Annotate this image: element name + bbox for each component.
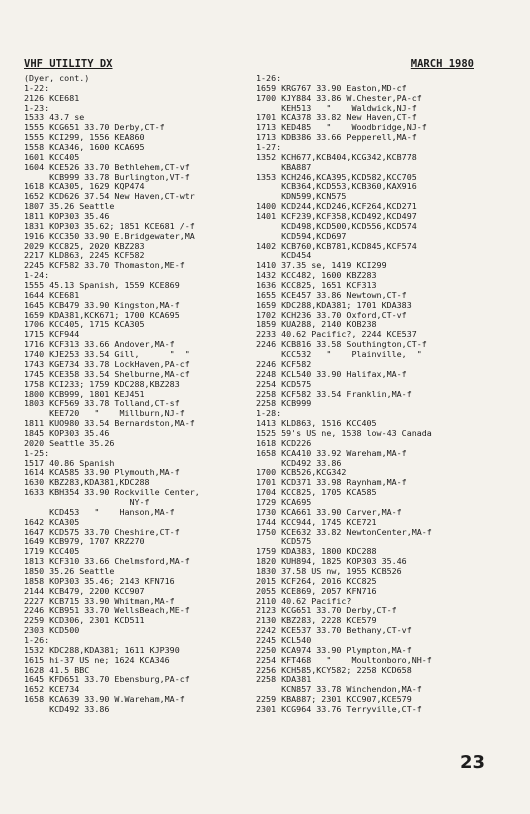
log-line: 1719 KCC405	[24, 546, 80, 557]
log-line: 1555 45.13 Spanish, 1559 KCE869	[24, 280, 180, 291]
log-line: 1916 KCC350 33.90 E.Bridgewater,MA	[24, 230, 195, 241]
log-line: KCB364,KCD553,KCB360,KAX916	[256, 181, 417, 192]
log-line: 2256 KCH585,KCY582; 2258 KCD658	[256, 664, 412, 675]
log-line: 1-22:	[24, 82, 50, 93]
log-line: 1647 KCD575 33.70 Cheshire,CT-f	[24, 526, 180, 537]
log-line: 2126 KCE681	[24, 92, 80, 103]
log-line: 1858 KOP303 35.46; 2143 KFN716	[24, 575, 175, 586]
log-line: 1652 KCD626 37.54 New Haven,CT-wtr	[24, 191, 195, 202]
log-line: 1658 KCA410 33.92 Wareham,MA-f	[256, 447, 407, 458]
log-line: 1533 43.7 se	[24, 112, 85, 123]
left-column	[24, 74, 256, 715]
log-line: KCD594,KCD697	[256, 230, 347, 241]
log-line: 1615 hi-37 US ne; 1624 KCA346	[24, 654, 170, 665]
log-line: 1713 KDB386 33.66 Pepperell,MA-f	[256, 132, 417, 143]
log-line: 1649 KCB979, 1707 KRZ270	[24, 536, 145, 547]
log-line: 1517 40.86 Spanish	[24, 457, 115, 468]
log-line: KCD492 33.86	[256, 457, 342, 468]
log-line: 1820 KUH894, 1825 KOP303 35.46	[256, 556, 407, 567]
log-line: 1555 KCI299, 1556 KEA860	[24, 132, 145, 143]
log-line: KCN857 33.78 Winchendon,MA-f	[256, 684, 422, 695]
log-line: 2227 KCB715 33.90 Whitman,MA-f	[24, 595, 175, 606]
log-line: 2258 KDA381	[256, 674, 312, 685]
log-line: 1644 KCE681	[24, 289, 80, 300]
log-line: 1729 KCA695	[256, 496, 312, 507]
log-line: 2301 KCG964 33.76 Terryville,CT-f	[256, 704, 422, 714]
log-line: 1413 KLD863, 1516 KCC405	[256, 418, 377, 429]
log-line: 2029 KCC825, 2020 KBZ283	[24, 240, 145, 251]
log-line: 2110 40.62 Pacific?	[256, 595, 352, 606]
log-line: 1658 KCA639 33.90 W.Wareham,MA-f	[24, 694, 185, 705]
log-line: 1645 KFD651 33.70 Ebensburg,PA-cf	[24, 674, 190, 685]
log-line: 1744 KCC944, 1745 KCE721	[256, 516, 377, 527]
header-title: VHF UTILITY DX	[24, 58, 113, 70]
log-line: 1850 35.26 Seattle	[24, 565, 115, 576]
log-line: 1402 KCB760,KCB781,KCD845,KCF574	[256, 240, 417, 251]
page-number: 23	[460, 752, 486, 773]
log-line: 1701 KCD371 33.98 Raynham,MA-f	[256, 477, 407, 488]
log-line: 1811 KUO980 33.54 Bernardston,MA-f	[24, 418, 195, 429]
log-line: 1758 KCI233; 1759 KDC288,KBZ283	[24, 378, 180, 389]
log-line: 1-27:	[256, 142, 282, 153]
log-line: 2259 KCD306, 2301 KCD511	[24, 615, 145, 626]
log-line: 1-23:	[24, 102, 50, 113]
log-line: 2020 Seattle 35.26	[24, 437, 115, 448]
log-line: 1701 KCA378 33.82 New Haven,CT-f	[256, 112, 417, 123]
log-line: 2233 40.62 Pacific?, 2244 KCE537	[256, 329, 417, 340]
log-line: 2246 KCF582	[256, 358, 312, 369]
log-line: 2246 KCB951 33.70 WellsBeach,ME-f	[24, 605, 190, 616]
log-line: KBA887	[256, 161, 312, 172]
log-line: 1614 KCA585 33.90 Plymouth,MA-f	[24, 467, 180, 478]
log-line: 2245 KCL540	[256, 634, 312, 645]
log-line: 2217 KLD863, 2245 KCF582	[24, 250, 145, 261]
log-line: KCC532 " Plainville, "	[256, 349, 422, 360]
log-line: 1859 KUA288, 2140 KOB238	[256, 319, 377, 330]
log-line: 1353 KCH246,KCA395,KCD582,KCC705	[256, 171, 417, 182]
log-line: 2258 KCB999	[256, 398, 312, 409]
log-line: 1813 KCF310 33.66 Chelmsford,MA-f	[24, 556, 190, 567]
log-line: 1555 KCG651 33.70 Derby,CT-f	[24, 122, 165, 133]
log-line: 1704 KCC825, 1705 KCA585	[256, 487, 377, 498]
log-line: 1558 KCA346, 1600 KCA695	[24, 142, 145, 153]
log-line: 2258 KCF582 33.54 Franklin,MA-f	[256, 388, 412, 399]
log-line: 1743 KGE734 33.78 LockHaven,PA-cf	[24, 358, 190, 369]
log-line: 1432 KCC482, 1600 KBZ283	[256, 270, 377, 281]
log-line: 2254 KFT468 " Moultonboro,NH-f	[256, 654, 432, 665]
log-line: 1807 35.26 Seattle	[24, 201, 115, 212]
log-line: 2245 KCF582 33.70 Thomaston,ME-f	[24, 260, 185, 271]
log-line: 1401 KCF239,KCF358,KCD492,KCD497	[256, 211, 417, 222]
log-line: 1-25:	[24, 447, 50, 458]
log-line: KEH513 " Waldwick,NJ-f	[256, 102, 417, 113]
log-line: 1645 KCB479 33.90 Kingston,MA-f	[24, 299, 180, 310]
log-line: 1702 KCH236 33.70 Oxford,CT-vf	[256, 309, 407, 320]
log-line: 1659 KDA381,KCK671; 1700 KCA695	[24, 309, 180, 320]
log-line: 1532 KDC288,KDA381; 1611 KJP390	[24, 644, 180, 655]
log-line: 2015 KCF264, 2016 KCC825	[256, 575, 377, 586]
log-line: 1706 KCC405, 1715 KCA305	[24, 319, 145, 330]
log-line: 1831 KOP303 35.62; 1851 KCE681 /-f	[24, 220, 195, 231]
log-line: 1642 KCA305	[24, 516, 80, 527]
log-line: 1700 KJY884 33.86 W.Chester,PA-cf	[256, 92, 422, 103]
log-line: 1636 KCC825, 1651 KCF313	[256, 280, 377, 291]
log-line: NY-f	[24, 496, 150, 507]
log-line: 1352 KCH677,KCB404,KCG342,KCB778	[256, 151, 417, 162]
log-line: 1811 KOP303 35.46	[24, 211, 110, 222]
log-line: 2055 KCE869, 2057 KFN716	[256, 585, 377, 596]
log-line: 1618 KCA305, 1629 KQP474	[24, 181, 145, 192]
log-line: 1716 KCF313 33.66 Andover,MA-f	[24, 339, 175, 350]
log-line: 2242 KCE537 33.70 Bethany,CT-vf	[256, 625, 412, 636]
log-line: KCD454	[256, 250, 312, 261]
log-line: 1652 KCE734	[24, 684, 80, 695]
log-line: 1845 KOP303 35.46	[24, 427, 110, 438]
log-line: 1525 59's US ne, 1538 low-43 Canada	[256, 427, 432, 438]
log-line: 1730 KCA661 33.90 Carver,MA-f	[256, 506, 402, 517]
log-line: 1-26:	[256, 73, 282, 83]
log-line: 1803 KCF569 33.78 Tolland,CT-sf	[24, 398, 180, 409]
log-line: 2246 KCB816 33.58 Southington,CT-f	[256, 339, 427, 350]
page-header	[24, 58, 474, 72]
log-line: 1-26:	[24, 634, 50, 645]
log-line: 1-24:	[24, 270, 50, 281]
log-line: KCD492 33.86	[24, 704, 110, 714]
right-column	[256, 74, 486, 715]
log-line: 1700 KCB526,KCG342	[256, 467, 347, 478]
log-line: 1410 37.35 se, 1419 KCI299	[256, 260, 387, 271]
log-line: KCB999 33.78 Burlington,VT-f	[24, 171, 190, 182]
log-line: 1659 KDC288,KDA381; 1701 KDA383	[256, 299, 412, 310]
log-line: 2259 KBA887; 2301 KCC907,KCE579	[256, 694, 412, 705]
log-line: 1830 37.58 US nw, 1955 KCB526	[256, 565, 402, 576]
log-line: 1750 KCE632 33.82 NewtonCenter,MA-f	[256, 526, 432, 537]
log-line: 1659 KRG767 33.90 Easton,MD-cf	[256, 82, 407, 93]
log-line: 1630 KBZ283,KDA381,KDC288	[24, 477, 150, 488]
log-line: KEE720 " Millburn,NJ-f	[24, 408, 185, 419]
log-line: 1633 KBH354 33.90 Rockville Center,	[24, 487, 200, 498]
log-line: KCD498,KCD500,KCD556,KCD574	[256, 220, 417, 231]
header-date: MARCH 1980	[410, 58, 474, 70]
log-line: 1800 KCB999, 1801 KEJ451	[24, 388, 145, 399]
log-line: KCD453 " Hanson,MA-f	[24, 506, 175, 517]
log-line: 1604 KCE526 33.70 Bethlehem,CT-vf	[24, 161, 190, 172]
log-line: 2248 KCL540 33.90 Halifax,MA-f	[256, 368, 407, 379]
log-line: 1740 KJE253 33.54 Gill, " "	[24, 349, 190, 360]
log-line: 1-28:	[256, 408, 282, 419]
log-line: 2250 KCA974 33.90 Plympton,MA-f	[256, 644, 412, 655]
log-line: 1628 41.5 BBC	[24, 664, 90, 675]
log-line: 1655 KCE457 33.86 Newtown,CT-f	[256, 289, 407, 300]
log-line: 1713 KED485 " Woodbridge,NJ-f	[256, 122, 427, 133]
log-line: 1745 KCE358 33.54 Shelburne,MA-cf	[24, 368, 190, 379]
log-line: 1715 KCF944	[24, 329, 80, 340]
log-line: 1601 KCC405	[24, 151, 80, 162]
log-line: KCD575	[256, 536, 312, 547]
log-line: 2254 KCD575	[256, 378, 312, 389]
log-line: 2123 KCG651 33.70 Derby,CT-f	[256, 605, 397, 616]
log-line: 2144 KCB479, 2200 KCC907	[24, 585, 145, 596]
log-line: 1759 KDA383, 1800 KDC288	[256, 546, 377, 557]
log-line: 2303 KCD500	[24, 625, 80, 636]
log-line: 1400 KCD244,KCD246,KCF264,KCD271	[256, 201, 417, 212]
log-line: 2130 KBZ283, 2228 KCE579	[256, 615, 377, 626]
log-line: 1618 KCD226	[256, 437, 312, 448]
log-line: KDN599,KCN575	[256, 191, 347, 202]
log-line: (Dyer, cont.)	[24, 73, 90, 83]
